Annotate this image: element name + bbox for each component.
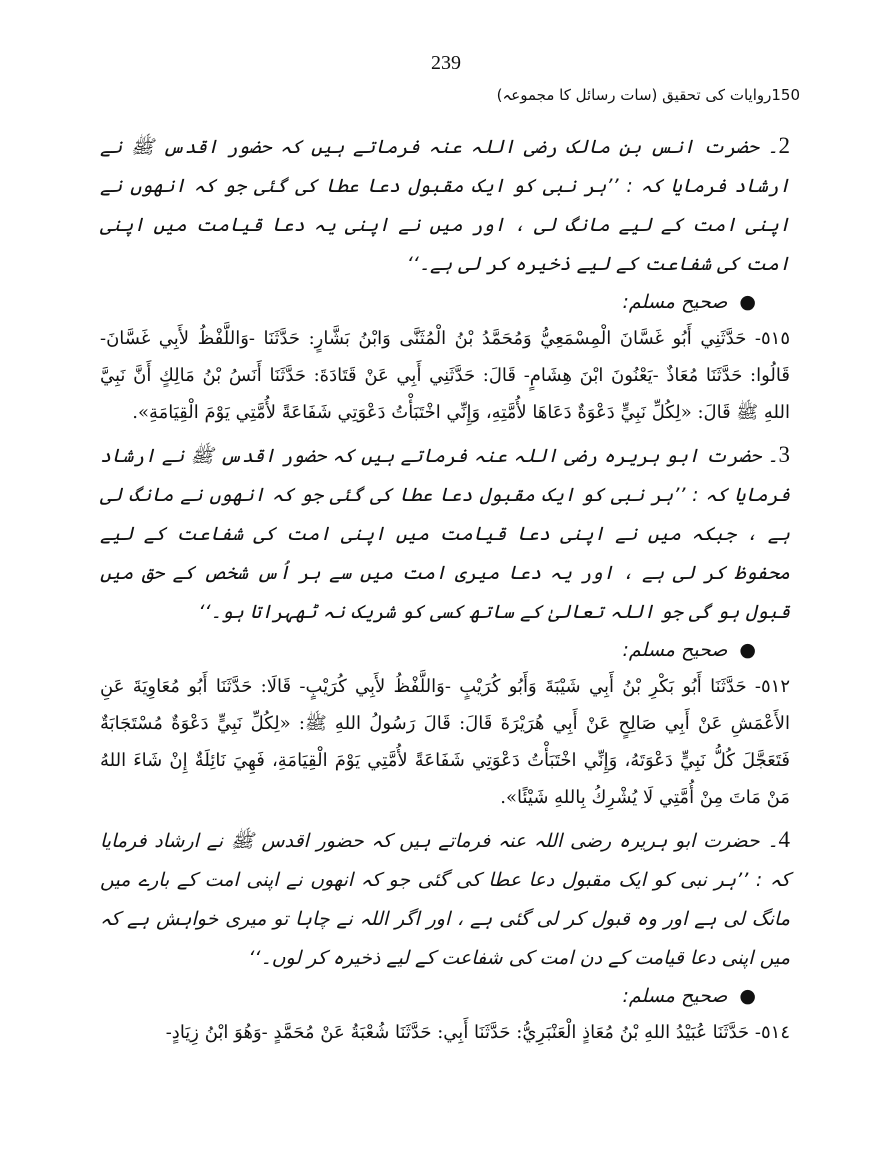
source-reference bbox=[100, 978, 790, 1014]
source-label: صحیح مسلم: bbox=[622, 291, 728, 313]
page-content bbox=[100, 126, 790, 1051]
arabic-text: ٥١٥- حَدَّثَنِي أَبُو غَسَّانَ الْمِسْمَعِيُّ وَمُحَمَّدُ بْنُ الْمُثَنَّى وَابْنُ بَشَّارٍ: حَدَّثَنَا -وَاللَّفْظُ لأَبِي غَسَّانَ- قَالُوا: حَدَّثَنَا مُعَاذٌ -يَعْنُونَ ابْنَ هِشَامٍ- قَالَ: حَدَّثَنِي أَبِي عَنْ قَتَادَةَ: حَدَّثَنَا أَنَسُ بْنُ مَالِكٍ أَنَّ نَبِيَّ اللهِ ﷺ قَالَ: «لِكُلِّ نَبِيٍّ دَعْوَةٌ دَعَاهَا لأُمَّتِهِ، وَإِنِّي اخْتَبَأْتُ دَعْوَتِي شَفَاعَةً لأُمَّتِي يَوْمَ الْقِيَامَةِ». bbox=[100, 328, 790, 423]
hadith-4 bbox=[100, 820, 790, 1051]
source-reference bbox=[100, 632, 790, 668]
arabic-text: ٥١٢- حَدَّثَنَا أَبُو بَكْرِ بْنُ أَبِي شَيْبَةَ وَأَبُو كُرَيْبٍ -وَاللَّفْظُ لأَبِي كُرَيْبٍ- قَالَا: حَدَّثَنَا أَبُو مُعَاوِيَةَ عَنِ الأَعْمَشِ عَنْ أَبِي صَالِحٍ عَنْ أَبِي هُرَيْرَةَ قَالَ: قَالَ رَسُولُ اللهِ ﷺ: «لِكُلِّ نَبِيٍّ دَعْوَةٌ مُسْتَجَابَةٌ فَتَعَجَّلَ كُلُّ نَبِيٍّ دَعْوَتَهُ، وَإِنِّي اخْتَبَأْتُ دَعْوَتِي شَفَاعَةً لأُمَّتِي يَوْمَ الْقِيَامَةِ، فَهِيَ نَائِلَةٌ إِنْ شَاءَ اللهُ مَنْ مَاتَ مِنْ أُمَّتِي لَا يُشْرِكُ بِاللهِ شَيْئًا». bbox=[100, 676, 790, 808]
urdu-text: ۔ حضرت انس بن مالک رضی اللہ عنہ فرماتے ہیں کہ حضور اقدس ﷺ نے ارشاد فرمایا کہ : ’’ہر نبی کو ایک مقبول دعا عطا کی گئی جو کہ انھوں نے اپنی امت کے لیے مانگ لی ، اور میں نے اپنی یہ دعا قیامت میں اپنی امت کی شفاعت کے لیے ذخیرہ کر لی ہے۔‘‘ bbox=[100, 136, 790, 275]
bullet-icon: ● bbox=[739, 291, 756, 313]
hadith-2 bbox=[100, 126, 790, 431]
source-reference bbox=[100, 284, 790, 320]
bullet-icon: ● bbox=[739, 639, 756, 661]
page-number: 239 bbox=[431, 52, 461, 74]
urdu-text: ۔ حضرت ابو ہریرہ رضی اللہ عنہ فرماتے ہیں کہ حضور اقدس ﷺ نے ارشاد فرمایا کہ : ’’ہر نبی کو ایک مقبول دعا عطا کی گئی جو کہ انھوں نے اپنی امت کے بارے میں مانگ لی ہے اور وہ قبول کر لی گئی ہے ، اور اگر اللہ نے چاہا تو میری خواہش ہے کہ میں اپنی دعا قیامت کے دن امت کی شفاعت کے لیے ذخیرہ کر لوں۔‘‘ bbox=[100, 830, 790, 969]
source-label: صحیح مسلم: bbox=[622, 985, 728, 1007]
urdu-translation bbox=[100, 126, 790, 284]
running-header: 150روایات کی تحقیق (سات رسائل کا مجموعہ) bbox=[496, 86, 800, 104]
urdu-translation bbox=[100, 435, 790, 632]
bullet-icon: ● bbox=[739, 985, 756, 1007]
source-label: صحیح مسلم: bbox=[622, 639, 728, 661]
hadith-3 bbox=[100, 435, 790, 816]
hadith-number: 2 bbox=[778, 133, 790, 158]
hadith-number: 4 bbox=[778, 827, 790, 852]
arabic-text: ٥١٤- حَدَّثَنَا عُبَيْدُ اللهِ بْنُ مُعَاذٍ الْعَنْبَرِيُّ: حَدَّثَنَا أَبِي: حَدَّثَنَا شُعْبَةُ عَنْ مُحَمَّدٍ -وَهُوَ ابْنُ زِيَادٍ- bbox=[165, 1022, 790, 1043]
hadith-number: 3 bbox=[778, 442, 790, 467]
urdu-translation bbox=[100, 820, 790, 978]
urdu-text: ۔ حضرت ابو ہریرہ رضی اللہ عنہ فرماتے ہیں کہ حضور اقدس ﷺ نے ارشاد فرمایا کہ : ’’ہر نبی کو ایک مقبول دعا عطا کی گئی جو کہ انھوں نے مانگ لی ہے ، جبکہ میں نے اپنی دعا قیامت میں اپنی امت کی شفاعت کے لیے محفوظ کر لی ہے ، اور یہ دعا میری امت میں سے ہر اُس شخص کے حق میں قبول ہو گی جو اللہ تعالیٰ کے ساتھ کسی کو شریک نہ ٹھہراتا ہو۔‘‘ bbox=[100, 445, 790, 623]
